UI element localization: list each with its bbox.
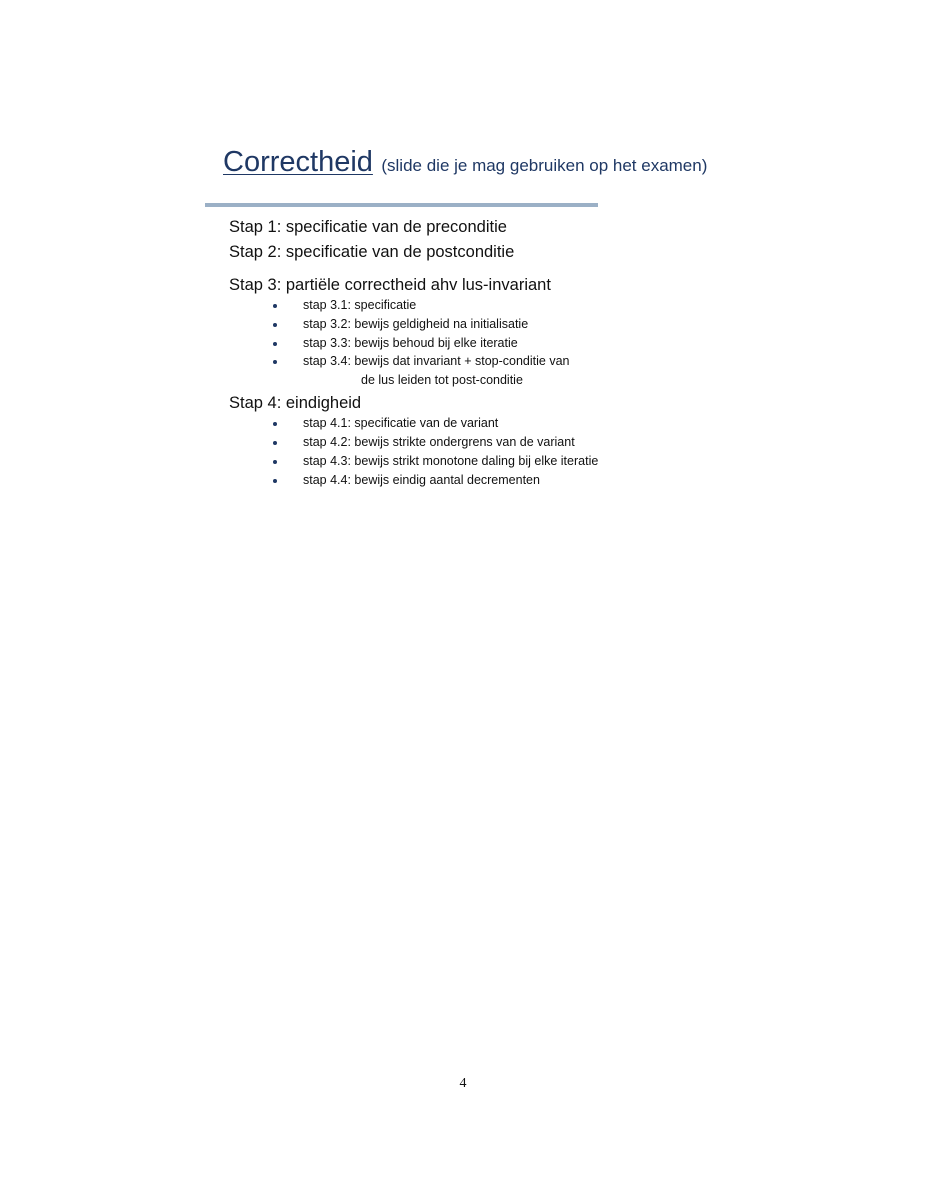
- bullet-icon: [273, 323, 277, 327]
- step-4-item-4: stap 4.4: bewijs eindig aantal decrementen: [303, 473, 540, 487]
- slide-title: Correctheid: [223, 146, 373, 178]
- step-4-label: Stap 4: eindigheid: [229, 394, 362, 412]
- step-3-item-4: stap 3.4: bewijs dat invariant + stop-conditie van: [303, 354, 570, 368]
- step-1-label: Stap 1: specificatie van de preconditie: [229, 218, 507, 236]
- bullet-icon: [273, 460, 277, 464]
- step-4-item-2: stap 4.2: bewijs strikte ondergrens van de variant: [303, 435, 575, 449]
- slide-subtitle: (slide die je mag gebruiken op het examen): [381, 156, 708, 175]
- step-3-item-4-continuation: de lus leiden tot post-conditie: [361, 373, 523, 387]
- bullet-icon: [273, 441, 277, 445]
- bullet-icon: [273, 479, 277, 483]
- step-3-item-3: stap 3.3: bewijs behoud bij elke iteratie: [303, 336, 518, 350]
- step-4-item-1: stap 4.1: specificatie van de variant: [303, 416, 499, 430]
- bullet-icon: [273, 342, 277, 346]
- title-divider: [205, 203, 598, 207]
- slide-title-row: [223, 146, 707, 179]
- step-3-label: Stap 3: partiële correctheid ahv lus-invariant: [229, 276, 551, 294]
- step-4-item-3: stap 4.3: bewijs strikt monotone daling bij elke iteratie: [303, 454, 599, 468]
- bullet-icon: [273, 360, 277, 364]
- step-3-item-1: stap 3.1: specificatie: [303, 298, 417, 312]
- step-3-item-2: stap 3.2: bewijs geldigheid na initialisatie: [303, 317, 529, 331]
- bullet-icon: [273, 304, 277, 308]
- bullet-icon: [273, 422, 277, 426]
- page-number: 4: [459, 1076, 467, 1091]
- step-2-label: Stap 2: specificatie van de postconditie: [229, 243, 515, 261]
